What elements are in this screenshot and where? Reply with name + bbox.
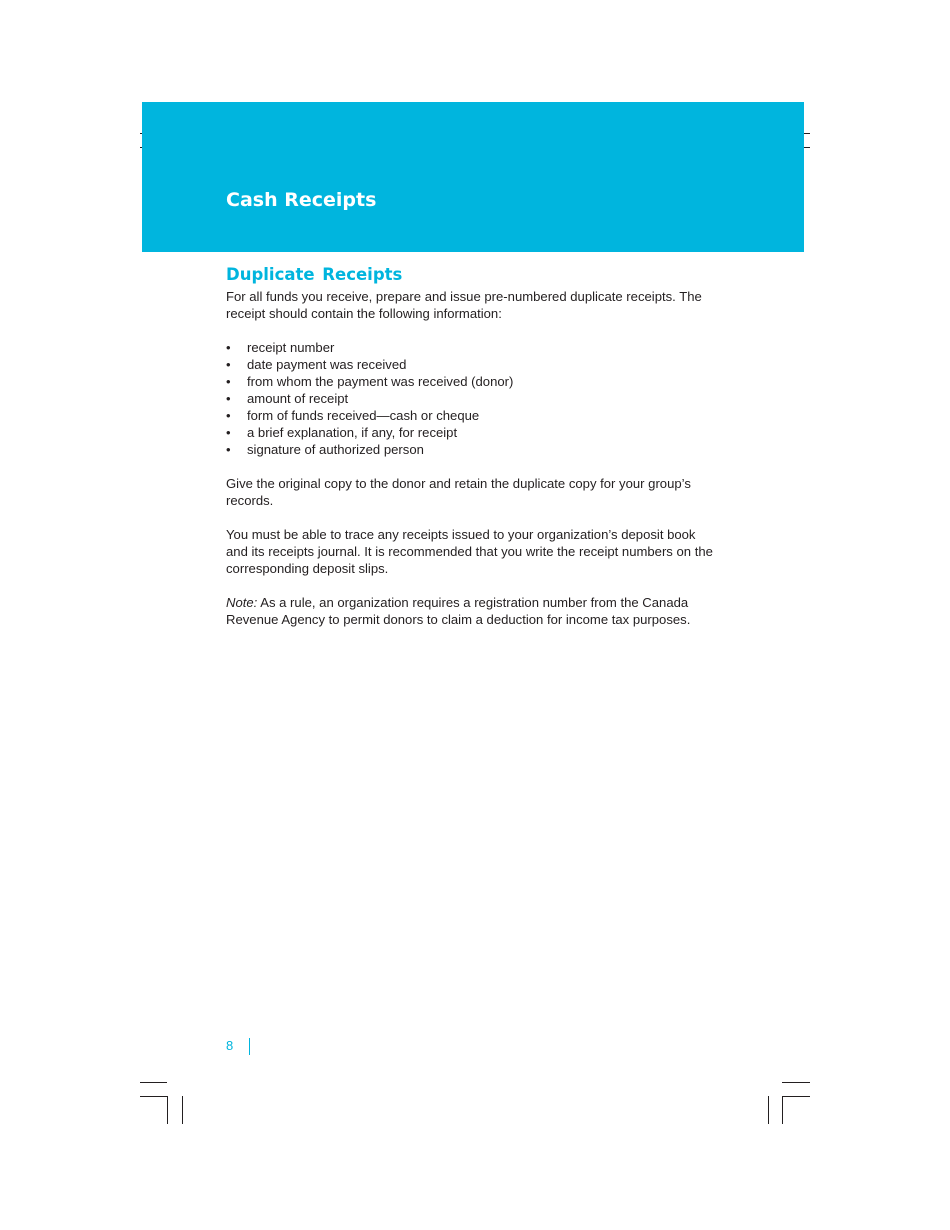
crop-mark-bottom-left: [182, 1096, 183, 1124]
section-heading: Duplicate Receipts: [226, 265, 403, 284]
crop-mark-bottom-right: [768, 1096, 769, 1124]
bullet-icon: •: [226, 340, 231, 355]
crop-mark-bottom-left: [140, 1096, 167, 1097]
list-item: [226, 339, 716, 356]
receipt-info-list: [226, 339, 716, 458]
crop-mark-bottom-right: [782, 1096, 810, 1097]
list-item-text: receipt number: [247, 340, 335, 355]
bullet-icon: •: [226, 408, 231, 423]
list-item: [226, 356, 716, 373]
bullet-icon: •: [226, 425, 231, 440]
list-item-text: signature of authorized person: [247, 442, 424, 457]
donor-copy-paragraph: Give the original copy to the donor and retain the duplicate copy for your group’s records.: [226, 476, 691, 508]
intro-paragraph: For all funds you receive, prepare and issue pre-numbered duplicate receipts. The receipt should contain the following information:: [226, 289, 702, 321]
chapter-title: Cash Receipts: [226, 189, 377, 211]
list-item-text: date payment was received: [247, 357, 407, 372]
trace-receipts-paragraph: You must be able to trace any receipts issued to your organization’s deposit book and its receipts journal. It is recommended that you write the receipt numbers on the corresponding deposit slips.: [226, 527, 713, 576]
bullet-icon: •: [226, 391, 231, 406]
crop-mark-bottom-left: [167, 1096, 168, 1124]
list-item-text: form of funds received—cash or cheque: [247, 408, 480, 423]
bullet-icon: •: [226, 357, 231, 372]
crop-mark-bottom-right: [782, 1096, 783, 1124]
page-number-rule: [249, 1038, 250, 1055]
list-item-text: a brief explanation, if any, for receipt: [247, 425, 458, 440]
note-paragraph: [226, 594, 716, 628]
note-text: As a rule, an organization requires a registration number from the Canada Revenue Agency to permit donors to claim a deduction for income tax purposes.: [226, 595, 691, 627]
note-label: Note:: [226, 595, 258, 610]
page-number: 8: [226, 1038, 234, 1053]
chapter-banner: [142, 102, 804, 252]
list-item: [226, 407, 716, 424]
crop-mark-top-right: [804, 133, 810, 134]
list-item: [226, 373, 716, 390]
page-content: [226, 263, 716, 628]
crop-mark-bottom-left: [140, 1082, 167, 1083]
crop-mark-top-right: [804, 147, 810, 148]
list-item-text: from whom the payment was received (donor): [247, 374, 514, 389]
list-item: [226, 390, 716, 407]
bullet-icon: •: [226, 442, 231, 457]
bullet-icon: •: [226, 374, 231, 389]
list-item: [226, 441, 716, 458]
list-item-text: amount of receipt: [247, 391, 349, 406]
crop-mark-bottom-right: [782, 1082, 810, 1083]
list-item: [226, 424, 716, 441]
